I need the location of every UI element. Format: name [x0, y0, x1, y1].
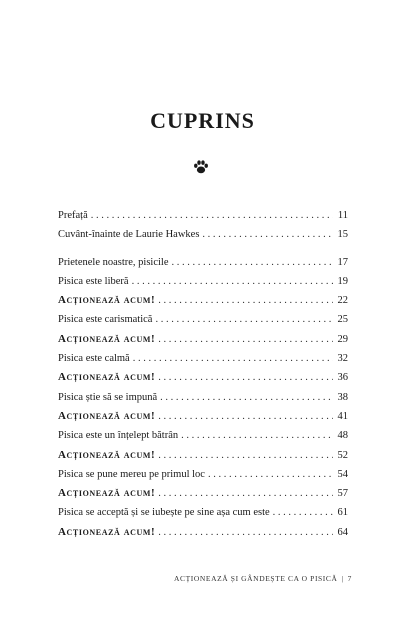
page-footer — [174, 574, 352, 583]
toc-entry-page: 64 — [337, 526, 348, 538]
footer-separator: | — [341, 574, 344, 583]
toc-entry-title: Acționează acum! — [58, 409, 156, 422]
toc-entry-title: Pisica este un înțelept bătrân — [58, 430, 179, 442]
toc-entry-title: Acționează acum! — [58, 294, 156, 307]
dot-leader — [202, 225, 333, 244]
dot-leader — [160, 388, 333, 407]
toc-entry — [58, 310, 348, 329]
toc-entry-title: Cuvânt-înainte de Laurie Hawkes — [58, 229, 200, 241]
toc-entry-title: Acționează acum! — [58, 448, 156, 461]
toc-entry — [58, 465, 348, 484]
toc-entry — [58, 253, 348, 272]
toc-entry — [58, 368, 348, 387]
toc-entry-page: 17 — [337, 256, 348, 268]
toc-entry-title: Pisica este carismatică — [58, 314, 153, 326]
toc-entry-title: Pisica știe să se impună — [58, 391, 158, 403]
toc-entry-title: Acționează acum! — [58, 525, 156, 538]
toc-entry-page: 19 — [337, 275, 348, 287]
dot-leader — [158, 291, 333, 310]
toc-entry — [58, 388, 348, 407]
dot-leader — [158, 446, 333, 465]
toc-entry — [58, 484, 348, 503]
toc-entry-page: 32 — [337, 353, 348, 365]
toc-entry — [58, 503, 348, 522]
toc-entry — [58, 407, 348, 426]
toc-entry — [58, 291, 348, 310]
toc-entry — [58, 523, 348, 542]
toc-entry-page: 22 — [337, 295, 348, 307]
running-title: ACȚIONEAZĂ ȘI GÂNDEȘTE CA O PISICĂ — [174, 574, 338, 583]
toc-entry-page: 25 — [337, 314, 348, 326]
toc-entry-title: Prefață — [58, 210, 88, 221]
toc-entry — [58, 349, 348, 368]
toc-entry-title: Prietenele noastre, pisicile — [58, 256, 169, 268]
paw-icon — [192, 158, 210, 176]
toc-entry — [58, 272, 348, 291]
toc-entry-title: Acționează acum! — [58, 371, 156, 384]
toc-entry-title: Acționează acum! — [58, 332, 156, 345]
dot-leader — [158, 330, 333, 349]
toc-entry-page: 41 — [337, 410, 348, 422]
toc-entry-page: 11 — [337, 210, 348, 221]
toc-entry — [58, 426, 348, 445]
toc-entry-page: 36 — [337, 372, 348, 384]
page-title: CUPRINS — [150, 108, 255, 133]
dot-leader — [158, 484, 333, 503]
dot-leader — [181, 426, 333, 445]
toc-entry-page: 29 — [337, 333, 348, 345]
toc-entry-page: 57 — [337, 488, 348, 500]
dot-leader — [273, 503, 333, 522]
toc-entry-page: 48 — [337, 430, 348, 442]
dot-leader — [158, 407, 333, 426]
toc-entry-title: Pisica se acceptă și se iubește pe sine așa cum este — [58, 507, 270, 519]
dot-leader — [155, 310, 333, 329]
dot-leader — [132, 272, 333, 291]
dot-leader — [158, 368, 333, 387]
toc-entry-title: Pisica este liberă — [58, 275, 129, 287]
toc-entry-page: 15 — [337, 229, 348, 241]
toc-entry — [58, 225, 348, 244]
dot-leader — [133, 349, 333, 368]
toc-entry-page: 52 — [337, 449, 348, 461]
toc-entry-title: Pisica este calmă — [58, 353, 130, 365]
dot-leader — [91, 206, 333, 225]
dot-leader — [158, 523, 333, 542]
toc-entry-page: 61 — [337, 507, 348, 519]
dot-leader — [172, 253, 333, 272]
table-of-contents — [58, 206, 348, 542]
dot-leader — [208, 465, 333, 484]
toc-entry-page: 38 — [337, 391, 348, 403]
toc-entry-title: Acționează acum! — [58, 487, 156, 500]
toc-entry-page: 54 — [337, 468, 348, 480]
toc-entry — [58, 446, 348, 465]
toc-entry — [58, 330, 348, 349]
toc-entry-title: Pisica se pune mereu pe primul loc — [58, 468, 205, 480]
page-number: 7 — [347, 574, 352, 583]
toc-entry — [58, 206, 348, 225]
